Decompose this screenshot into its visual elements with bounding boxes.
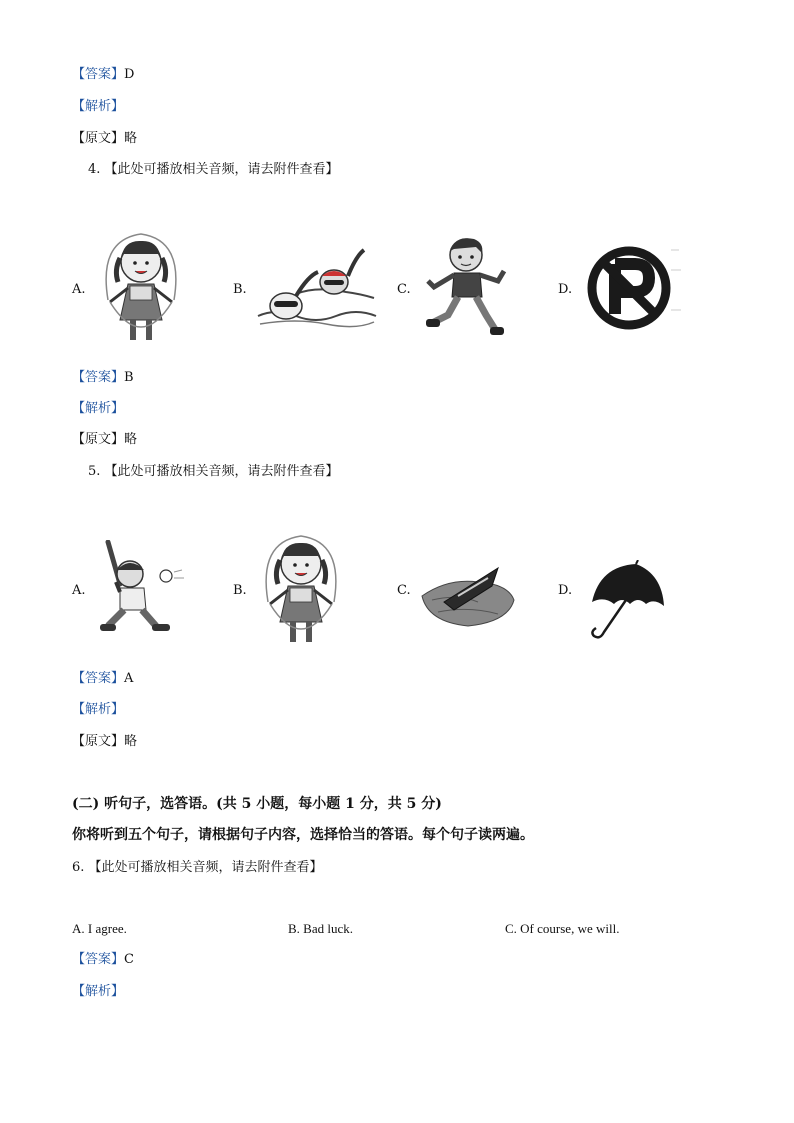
- original-label: 【原文】: [72, 734, 125, 749]
- girl-jump-rope-icon: [98, 230, 184, 348]
- q3-analysis-row: [72, 98, 124, 116]
- q4-number: 4.: [88, 162, 101, 177]
- no-parking-icon: [587, 240, 683, 340]
- q4-option-a-label: A.: [72, 282, 86, 297]
- answer-label: 【答案】: [72, 67, 125, 82]
- q6-answer-row: [72, 951, 134, 969]
- q6-option-c: C. Of course, we will.: [505, 921, 620, 936]
- q4-option-d-label: D.: [558, 282, 573, 297]
- q6-option-b: B. Bad luck.: [288, 921, 353, 936]
- q5-option-d-label: D.: [558, 583, 573, 598]
- baseball-batter-icon: [98, 540, 186, 636]
- answer-label: 【答案】: [72, 671, 125, 686]
- q4-option-b-label: B.: [233, 282, 247, 297]
- q5-option-b-label: B.: [233, 583, 247, 598]
- analysis-label: 【解析】: [72, 401, 125, 416]
- q5-original-row: [72, 733, 137, 751]
- q5-number: 5.: [88, 464, 101, 479]
- q5-analysis-row: [72, 701, 124, 719]
- q5-option-a-label: A.: [72, 583, 86, 598]
- swimmers-icon: [256, 246, 378, 328]
- q4-prompt-row: [88, 161, 339, 179]
- umbrella-icon: [586, 560, 666, 642]
- q6-analysis-row: [72, 983, 124, 1001]
- analysis-label: 【解析】: [72, 99, 125, 114]
- q3-answer: D: [124, 67, 135, 82]
- answer-label: 【答案】: [72, 370, 125, 385]
- q6-option-a: A. I agree.: [72, 921, 127, 936]
- q4-analysis-row: [72, 400, 124, 418]
- q3-original-row: [72, 130, 137, 148]
- q6-audio-prompt: 【此处可播放相关音频，请去附件查看】: [88, 860, 323, 875]
- running-boy-icon: [426, 235, 508, 337]
- q4-original: 略: [124, 432, 138, 447]
- boat-icon: [418, 556, 518, 628]
- q5-prompt-row: [88, 463, 339, 481]
- girl-jump-rope-icon: [258, 532, 344, 650]
- section-2-instruction: 你将听到五个句子，请根据句子内容，选择恰当的答语。每个句子读两遍。: [72, 827, 534, 843]
- q4-answer-row: [72, 369, 134, 387]
- q4-answer: B: [124, 370, 134, 385]
- q6-answer: C: [124, 952, 134, 967]
- original-label: 【原文】: [72, 432, 125, 447]
- q5-option-c-label: C.: [397, 583, 411, 598]
- q6-number: 6.: [72, 860, 85, 875]
- q5-original: 略: [124, 734, 138, 749]
- q5-answer-row: [72, 670, 133, 688]
- q3-original: 略: [124, 131, 138, 146]
- answer-label: 【答案】: [72, 952, 125, 967]
- q3-answer-row: [72, 66, 134, 84]
- original-label: 【原文】: [72, 131, 125, 146]
- analysis-label: 【解析】: [72, 984, 125, 999]
- section-2-title: (二) 听句子，选答语。(共 5 小题，每小题 1 分，共 5 分): [72, 796, 442, 812]
- q5-answer: A: [124, 671, 134, 686]
- q4-original-row: [72, 431, 137, 449]
- q4-option-c-label: C.: [397, 282, 411, 297]
- q5-audio-prompt: 【此处可播放相关音频，请去附件查看】: [104, 464, 339, 479]
- q4-audio-prompt: 【此处可播放相关音频，请去附件查看】: [104, 162, 339, 177]
- analysis-label: 【解析】: [72, 702, 125, 717]
- q6-prompt-row: [72, 859, 323, 877]
